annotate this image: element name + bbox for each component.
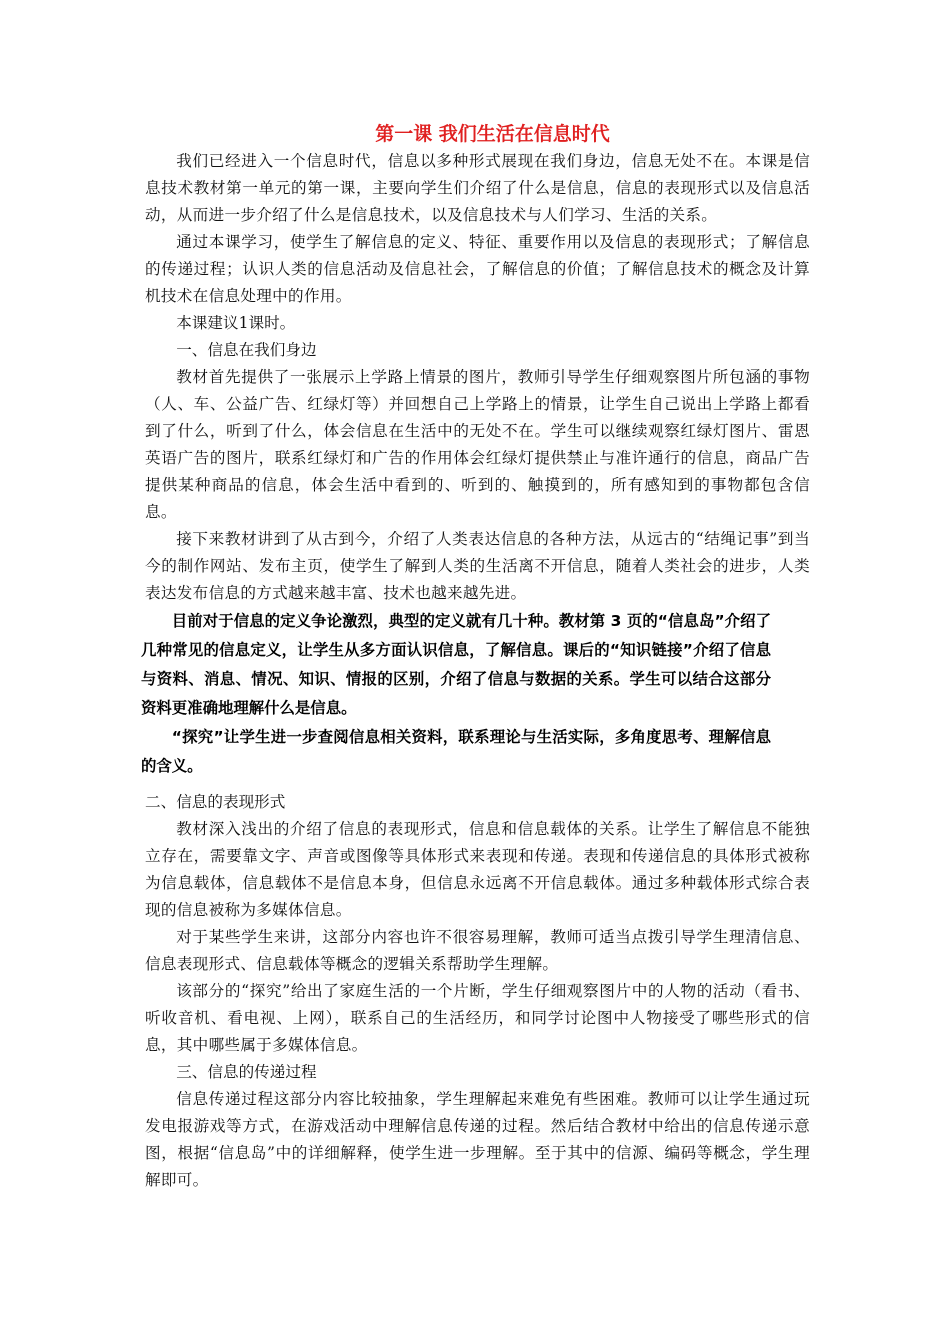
section-1-paragraph-2: 接下来教材讲到了从古到今，介绍了人类表达信息的各种方法，从远古的“结绳记事”到当今的制作网站、发布主页，使学生了解到人类的生活离不开信息，随着人类社会的进步，人类表达发布信息的方式越来越丰富、技术也越来越先进。	[145, 530, 810, 602]
class-hours-note: 本课建议1课时。	[176, 314, 296, 332]
section-3-paragraph-1: 信息传递过程这部分内容比较抽象，学生理解起来难免有些困难。教师可以让学生通过玩发电报游戏等方式，在游戏活动中理解信息传递的过程。然后结合教材中给出的信息传递示意图，根据“信息岛”中的详细解释，使学生进一步理解。至于其中的信源、编码等概念，学生理解即可。	[145, 1090, 810, 1189]
section-2-paragraph-2: 对于某些学生来讲，这部分内容也许不很容易理解，教师可适当点拨引导学生理清信息、信息表现形式、信息载体等概念的逻辑关系帮助学生理解。	[145, 928, 810, 973]
section-2-paragraph-3: 该部分的“探究”给出了家庭生活的一个片断，学生仔细观察图片中的人物的活动（看书、听收音机、看电视、上网），联系自己的生活经历，和同学讨论图中人物接受了哪些形式的信息，其中哪些属于多媒体信息。	[145, 982, 810, 1054]
section-heading-3: 三、信息的传递过程	[176, 1063, 317, 1081]
intro-paragraph: 我们已经进入一个信息时代，信息以多种形式展现在我们身边，信息无处不在。本课是信息技术教材第一单元的第一课，主要向学生们介绍了什么是信息，信息的表现形式以及信息活动，从而进一步介绍了什么是信息技术，以及信息技术与人们学习、生活的关系。	[145, 152, 810, 224]
section-1-paragraph-3: 目前对于信息的定义争论激烈，典型的定义就有几十种。教材第 3 页的“信息岛”介绍了几种常见的信息定义，让学生从多方面认识信息，了解信息。课后的“知识链接”介绍了信息与资料、消息、情况、知识、情报的区别，介绍了信息与数据的关系。学生可以结合这部分资料更准确地理解什么是信息。	[141, 612, 771, 717]
section-1-paragraph-1: 教材首先提供了一张展示上学路上情景的图片，教师引导学生仔细观察图片所包涵的事物（人、车、公益广告、红绿灯等）并回想自己上学路上的情景，让学生自己说出上学路上都看到了什么，听到了什么，体会信息在生活中的无处不在。学生可以继续观察红绿灯图片、雷恩英语广告的图片，联系红绿灯和广告的作用体会红绿灯提供禁止与准许通行的信息，商品广告提供某种商品的信息，体会生活中看到的、听到的、触摸到的，所有感知到的事物都包含信息。	[145, 368, 810, 521]
objectives-paragraph: 通过本课学习，使学生了解信息的定义、特征、重要作用以及信息的表现形式；了解信息的传递过程；认识人类的信息活动及信息社会，了解信息的价值；了解信息技术的概念及计算机技术在信息处理中的作用。	[145, 233, 810, 305]
section-2-paragraph-1: 教材深入浅出的介绍了信息的表现形式，信息和信息载体的关系。让学生了解信息不能独立存在，需要靠文字、声音或图像等具体形式来表现和传递。表现和传递信息的具体形式被称为信息载体，信息载体不是信息本身，但信息永远离不开信息载体。通过多种载体形式综合表现的信息被称为多媒体信息。	[145, 820, 810, 919]
page-title: 第一课 我们生活在信息时代	[375, 123, 610, 145]
section-1-paragraph-4: “探究”让学生进一步查阅信息相关资料，联系理论与生活实际，多角度思考、理解信息的含义。	[141, 728, 771, 775]
section-heading-2: 二、信息的表现形式	[145, 793, 286, 811]
section-heading-1: 一、信息在我们身边	[176, 341, 317, 359]
document-page	[141, 120, 810, 1194]
